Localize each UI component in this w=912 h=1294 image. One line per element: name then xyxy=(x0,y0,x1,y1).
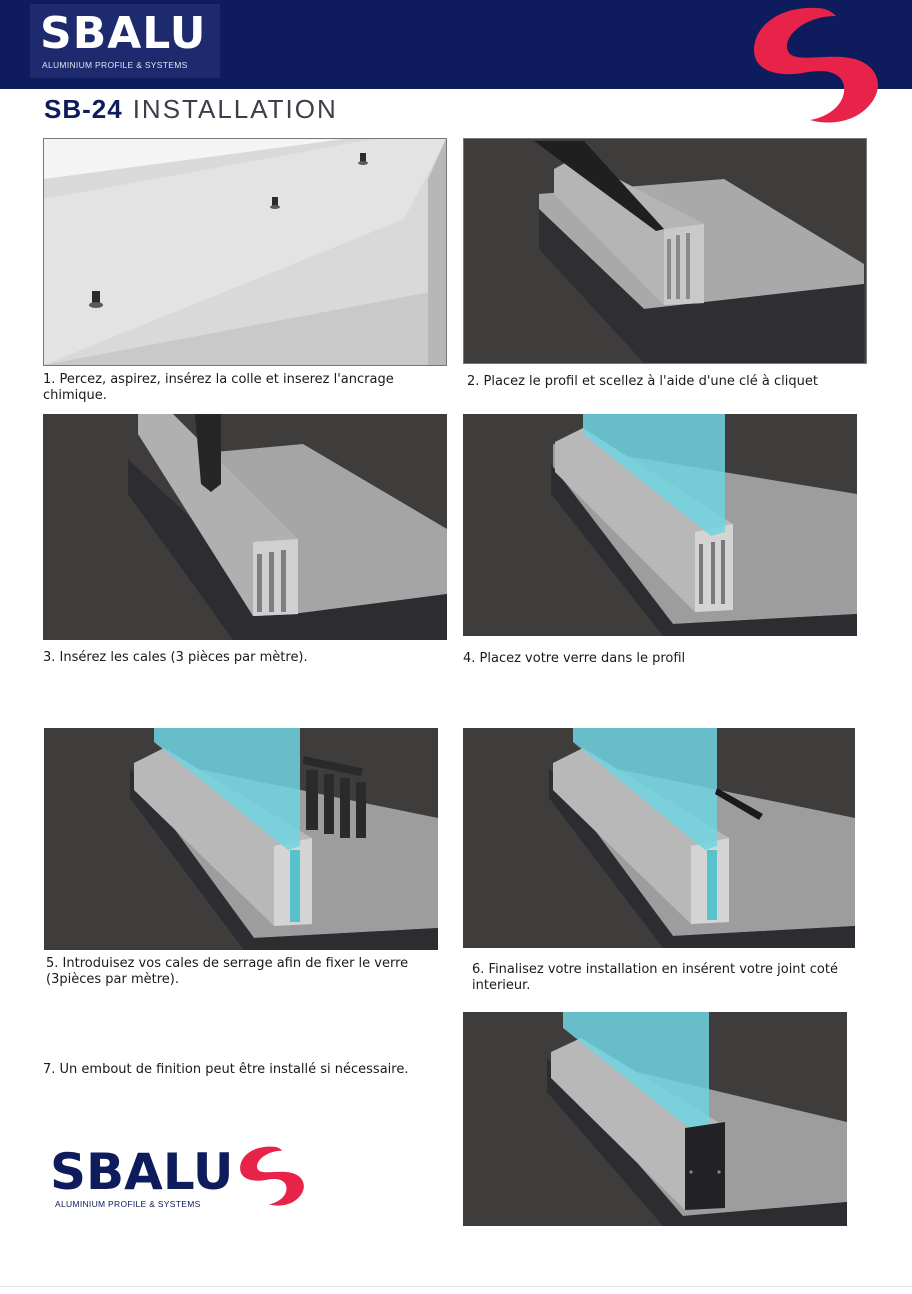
brand-name: SBALU xyxy=(40,8,207,59)
title-word: INSTALLATION xyxy=(132,94,338,124)
s-mark-icon xyxy=(746,2,886,132)
step-6-caption: 6. Finalisez votre installation en insérent votre joint coté interieur. xyxy=(472,962,838,993)
shims-image xyxy=(43,414,447,640)
footer-brand-name: SBALU xyxy=(50,1143,234,1201)
page-title xyxy=(44,92,338,126)
step-3-caption: 3. Insérez les cales (3 pièces par mètre). xyxy=(43,650,308,665)
page-bottom-divider xyxy=(0,1286,912,1287)
step-2-caption: 2. Placez le profil et scellez à l'aide d'une clé à cliquet xyxy=(467,374,818,389)
gasket-image xyxy=(463,728,855,948)
footer-s-mark-icon xyxy=(236,1142,308,1212)
step-4-caption: 4. Placez votre verre dans le profil xyxy=(463,651,686,666)
step-5-caption: 5. Introduisez vos cales de serrage afin de fixer le verre (3pièces par mètre). xyxy=(46,956,409,987)
clamping-wedges-image xyxy=(44,728,438,950)
footer-logo xyxy=(50,1142,310,1214)
step-7-caption: 7. Un embout de finition peut être installé si nécessaire. xyxy=(43,1062,409,1077)
brand-tagline: ALUMINIUM PROFILE & SYSTEMS xyxy=(42,60,188,70)
footer-brand-tagline: ALUMINIUM PROFILE & SYSTEMS xyxy=(55,1199,201,1209)
product-code: SB-24 xyxy=(44,94,123,124)
end-cap-image xyxy=(463,1012,847,1226)
brand-logo xyxy=(30,4,220,78)
glass-placing-image xyxy=(463,414,857,636)
concrete-anchors-image xyxy=(43,138,447,366)
profile-fixing-image xyxy=(463,138,867,364)
step-1-caption: 1. Percez, aspirez, insérez la colle et inserez l'ancrage chimique. xyxy=(43,372,394,403)
